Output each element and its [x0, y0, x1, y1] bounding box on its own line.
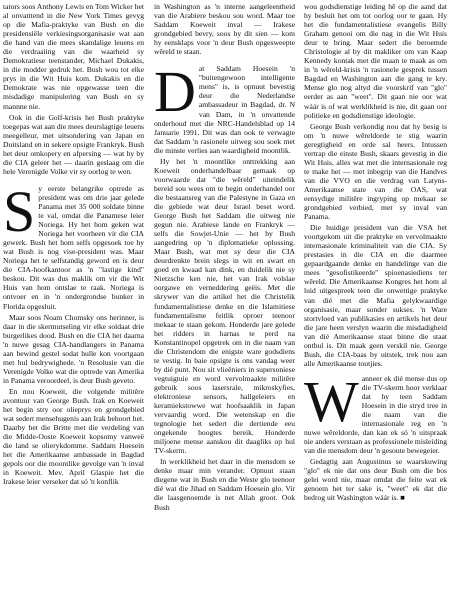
paragraph: Ook in die Golf-krisis het Bush praktyke toegepas wat aan die mees deurslagtige leuens meegelleur, met uitsondering van Japan en Duitsland en in sekere opsigte Frankryk. Bush het deur omkopery en afpersing — wat hy by die CIA geleer het — daarin geslaag om die hele Verenigde Volke vir sy oorlog te wen.: [3, 112, 144, 176]
paragraph: wou godsdienstige leiding hê op die aand dat hy besluit het om tot oorlog oor te gaan. Hy het die fundamentalistiese evangelis Billy Graham genooi om die nag in die Wit Huis deur te bring. Maar sedert die beroemde Christologie al by dit makliker om van Kaap Kennedy kontak met die maan te maak as om in 'n wêreld-krisis 'n rasionele gesprek tussen Bagdad en Washington aan die gang te kry. Mense glo nog altyd die voorskrif van "glo" eerder as aan "weet". Dit gaan nie oor wat wáár is of wat werklikheid is nie, dit gaan oor politieke en godsdienstige ideologie.: [304, 2, 447, 120]
paragraph: at Saddam Hoesein 'n "buitengewoon intelligente mens" is, is opnuut bevestig deur die Nederlandse ambassadeur in Bagdad, dr. N van Dam, in 'n onvattende onderhoud met die NRC-Handelsblad op 14 Januarie 1991. Dit was dan ook te verwagte dat Saddam 'n rasionele uitweg sou soek met die minste verlies aan waardigheid moontlik.: [154, 64, 295, 155]
column-1: [3, 2, 144, 594]
drop-cap: D: [154, 59, 196, 125]
column-2: [154, 2, 295, 594]
paragraph: in Washington as 'n interne aangeleentheid van die Arabiere beskou sou word. Maar toe Saddam Koeweit inval — Irakese grondgebied bevry, soos hy dit sien — kom hy eensklaps voor 'n deur Bush opgesweepte wêreld te staan.: [154, 2, 295, 57]
drop-cap: S: [3, 178, 36, 244]
paragraph: Hy het 'n moontlike onttrekking aan Koeweit onderhandelbaar gemaak op voorwaarde dat "die wêreld" uiteindelik bereid sou wees om te begin onderhandel oor die bestaansreg van die Palestyne in Gaza en die gebiede wat deur Israel beset word. George Bush het Saddam die uitweg nie gegun nie. Arabiese lande en Frankryk — selfs die Sowjet-Unie — het by Bush aangedring op 'n diplomatieke oplossing. Maar Bush, wat met sy deur die CIA deurdrenkte brein slegs in wit en swart en goed en kwaad kan dink, en duidelik nie sy Nietzsche ken nie, het van Irak volslae oorgawe en verneddering geëis. Met die skrywer van die artikel het die Christelik fundamentalistiese denke en die Islamitiese fundamentalisme feitlik oproer teenoor mekaar te staan gekom. Honderde jare gelede het ridders in harnas te perd na Konstantinopel opgetrek om in die naam van die Christendom die enigste ware godsdiens te vestig. In baie opsigte is ons vandag weer by dié punt. Nou sit vlieëniers in supersoniese vegtuigtuie en word vervolmaakte militêre gebruik soos lasersrale, mikroskyfies, elektroniese sensors, hallgeleiers en keramiekstowwe wat hoofsaaklik in Japan vervaardig word. Die wetenskap en die tegnologie het sedert die dertiende eeu ongekende hoogtes bereik. Honderde miljoene mense aanskou dit daagliks op hul TV-skerm.: [154, 156, 295, 456]
paragraph: y eerste belangrike optrede as president was om drie jaar gelede Panama met 35 000 soldate binne te val, omdat die Panamese leier Noriega. Hy het hom geken wat Noriega het voorheen vir die CIA gewerk. Bush het hom selfs opgesoek toe hy wat Bush is nog vise-president was. Maar Noriega het te selfstandig geword en is deur die CIA-hoofkantoor as 'n "lastige kind" beskou. Dit was dus maklik om vir die Wit Huis van hom ontslae te raak. Noriega is ontvoer en in 'n ondergrondse bunker in Florida opgesluit.: [3, 183, 144, 311]
paragraph: [304, 457, 447, 502]
paragraph: Die huidige president van die VSA het voortgekom uit die praktyke en vervolmaakte internasionale kriminaliteit van die CIA. Sy prestasies in die CIA en die daarmee gepaardgaande denke en handelinge van die mees "gesofistikeerde" spioenasiediens ter wêreld. Die Amerikaanse Kongres het hom al luid uitgespreek teen die onwettige praktyke van dié met die Mafia gelykwaardige organisasie, maar sonder sukses. 'n Ware stortvloed van publikasies en artikels het deur die jare heen verslyn waarin die misdadigheid van dié Amerikaanse staat binne die staat ontbul is. Dit maak geen verskil nie. George Bush, die CIA-baas by uitstek, trek nou aan alle Amerikaanse toutjies.: [304, 223, 447, 368]
paragraph: En nou Koeweit, die volgende militêre avontuur van George Bush. Irak en Koeweit het begin stry oor olieprys en grondgebied wat sedert mensehugenis aan Irak behoort het. Daarby het die Britte met die verdeling van die Midde-Ooste Koeweit kopsomy vanweë die land se olierykdomme. Saddam Hoesein het die Amerikaanse ambassade in Bagdad gepols oor die moontlike gevolge van 'n inval in Koeweit. Mev. April Glaspie het die Irakese leier verseker dat só 'n konflik: [3, 386, 144, 487]
paragraph: In werklikheid het daar in die mensdom se denke maar min verander. Opnuut staan diegene wat in Bush en die Weste glo teenoor dié wat die Jihad en Saddam Hoesein glo. Vir die laasgenoemde is net Allah groot. Ook Bush: [154, 457, 295, 512]
paragraph-text: Gedagtig aan Augustinus se waarskuwing "glo" ek nie dat ons deur Bush om die bos gelei word nie, maar omdat die feite wat ek genoem het ter sake is, "weet" ek dat die bedrog uit Washington wáár is.: [304, 457, 447, 503]
paragraph: Maar soos Noam Chomsky ons herinner, is daar in die skermutseling vir elke soldaat drie burgerlikes dood. Bush en die CIA het daarna 'n nuwe gesag CIA-handlangers in Panama aan bewind gestel sodat hulle kon voortgaan met hul bedrywighede. 'n Resolusie van die Verenigde Volke wat die optrede van Amerika in Panama veroordeel, is deur Bush geveto.: [3, 312, 144, 385]
end-mark: ■: [400, 493, 405, 503]
paragraph: anneer ek dié mense dus op die TV-skerm hoor verklaar dat hy teen Saddam Hoesein in die stryd tree in die naam van die internasionale reg en 'n nuwe wêreldorde, dan kan ek só 'n uitspraak nie anders verstaan as professionele misleiding van die mensdom deur 'n gesoute bewegeier.: [304, 373, 447, 456]
drop-cap: W: [304, 368, 359, 434]
column-3: [304, 2, 447, 594]
paragraph: George Bush verkondig nou dat hy besig is om 'n nuwe wêreldorde te stig waarin geregtigheid en orde sal heers. Intussen vertrap die einste Bush, skaars gevestig in die Wit Huis, alles wat met die internasionale reg te make het — met inbegrip van die Handves van die VVO en die verdrag van Latyns-Amerikaanse state van die OAS, wat eensydige militêre ingryping op mekaar se grondgebied verbied, met sy inval van Panama.: [304, 121, 447, 222]
paragraph: tators soos Anthony Lewis en Tom Wicker het al onvatttend in die New York Times gevyg op die Mafia-praktyke van Bush en die presidensiële verkiesingsorganisasie wat aan die hand van die mees skandalige leuens en die verdraaiing van die waarheid sy Demokratiese teenstander, Michael Dukakis, in die modder gedruk het. Bush wou tot elke prys in die Wit Huis kom. Dukakis en die Demokrate was nie opgewasse teen die misdadige manipulering van Bush en sy mannne nie.: [3, 2, 144, 111]
